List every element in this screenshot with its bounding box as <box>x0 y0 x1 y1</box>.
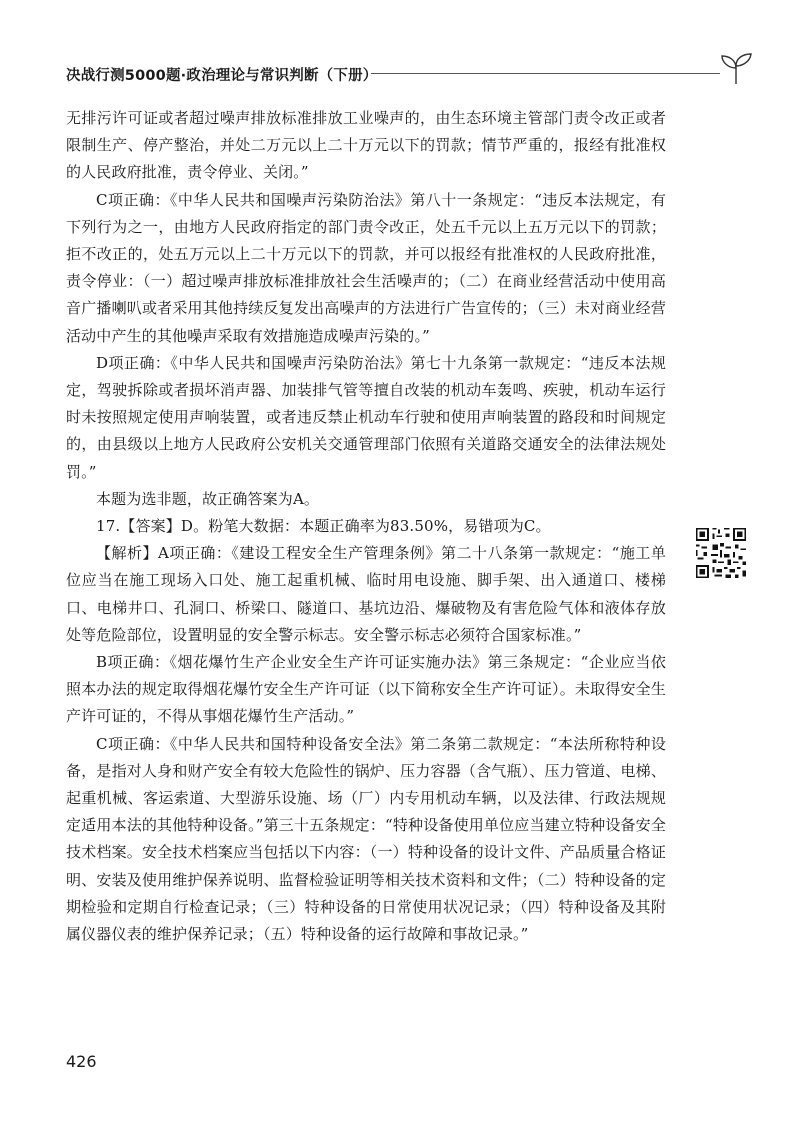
analysis-paragraph: 【解析】A项正确：《建设工程安全生产管理条例》第二十八条第一款规定：“施工单位应当在施工现场入口处、施工起重机械、临时用电设施、脚手架、出入通道口、楼梯口、电梯井口、孔洞口、桥梁口、隧道口、基坑边沿、爆破物及有害危险气体和液体存放处等危险部位，设置明显的安全警示标志。安全警示标志必须符合国家标准。” <box>66 544 666 644</box>
answer-line: 17.【答案】D。粉笔大数据：本题正确率为83.50%，易错项为C。 <box>96 517 551 536</box>
paragraph: C项正确：《中华人民共和国特种设备安全法》第二条第二款规定：“本法所称特种设备，是指对人身和财产安全有较大危险性的锅炉、压力容器（含气瓶）、压力管道、电梯、起重机械、客运索道、大型游乐设施、场（厂）内专用机动车辆，以及法律、行政法规规定适用本法的其他特种设备。”第三十五条规定：“特种设备使用单位应当建立特种设备安全技术档案。安全技术档案应当包括以下内容：（一）特种设备的设计文件、产品质量合格证明、安装及使用维护保养说明、监督检验证明等相关技术资料和文件；（二）特种设备的定期检验和定期自行检查记录；（三）特种设备的日常使用状况记录；（四）特种设备及其附属仪器仪表的维护保养记录；（五）特种设备的运行故障和事故记录。” <box>66 734 666 944</box>
paragraph: B项正确：《烟花爆竹生产企业安全生产许可证实施办法》第三条规定：“企业应当依照本办法的规定取得烟花爆竹安全生产许可证（以下简称安全生产许可证）。未取得安全生产许可证的，不得从事烟花爆竹生产活动。” <box>66 653 666 726</box>
page-number: 426 <box>66 1052 97 1071</box>
paragraph: C项正确：《中华人民共和国噪声污染防治法》第八十一条规定：“违反本法规定，有下列行为之一，由地方人民政府指定的部门责令改正，处五千元以上五万元以下的罚款；拒不改正的，处五万元以上二十万元以下的罚款，并可以报经有批准权的人民政府批准，责令停业：（一）超过噪声排放标准排放社会生活噪声的；（二）在商业经营活动中使用高音广播喇叭或者采用其他持续反复发出高噪声的方法进行广告宣传的；（三）未对商业经营活动中产生的其他噪声采取有效措施造成噪声污染的。” <box>66 190 666 345</box>
paragraph: D项正确：《中华人民共和国噪声污染防治法》第七十九条第一款规定：“违反本法规定，驾驶拆除或者损坏消声器、加装排气管等擅自改装的机动车轰鸣、疾驶，机动车运行时未按照规定使用声响装置，或者违反禁止机动车行驶和使用声响装置的路段和时间规定的，由县级以上地方人民政府公安机关交通管理部门依照有关道路交通安全的法律法规处罚。” <box>66 353 666 481</box>
qr-code-icon[interactable] <box>694 526 748 580</box>
book-title: 决战行测5000题·政治理论与常识判断（下册） <box>66 68 378 84</box>
sprout-icon <box>716 48 756 88</box>
paragraph: 本题为选非题，故正确答案为A。 <box>96 489 320 508</box>
header-rule <box>371 73 720 74</box>
body-text <box>66 105 666 948</box>
paragraph: 无排污许可证或者超过噪声排放标准排放工业噪声的，由生态环境主管部门责令改正或者限制生产、停产整治，并处二万元以上二十万元以下的罚款；情节严重的，报经有批准权的人民政府批准，责令停业、关闭。” <box>66 109 666 182</box>
running-header <box>66 60 756 90</box>
